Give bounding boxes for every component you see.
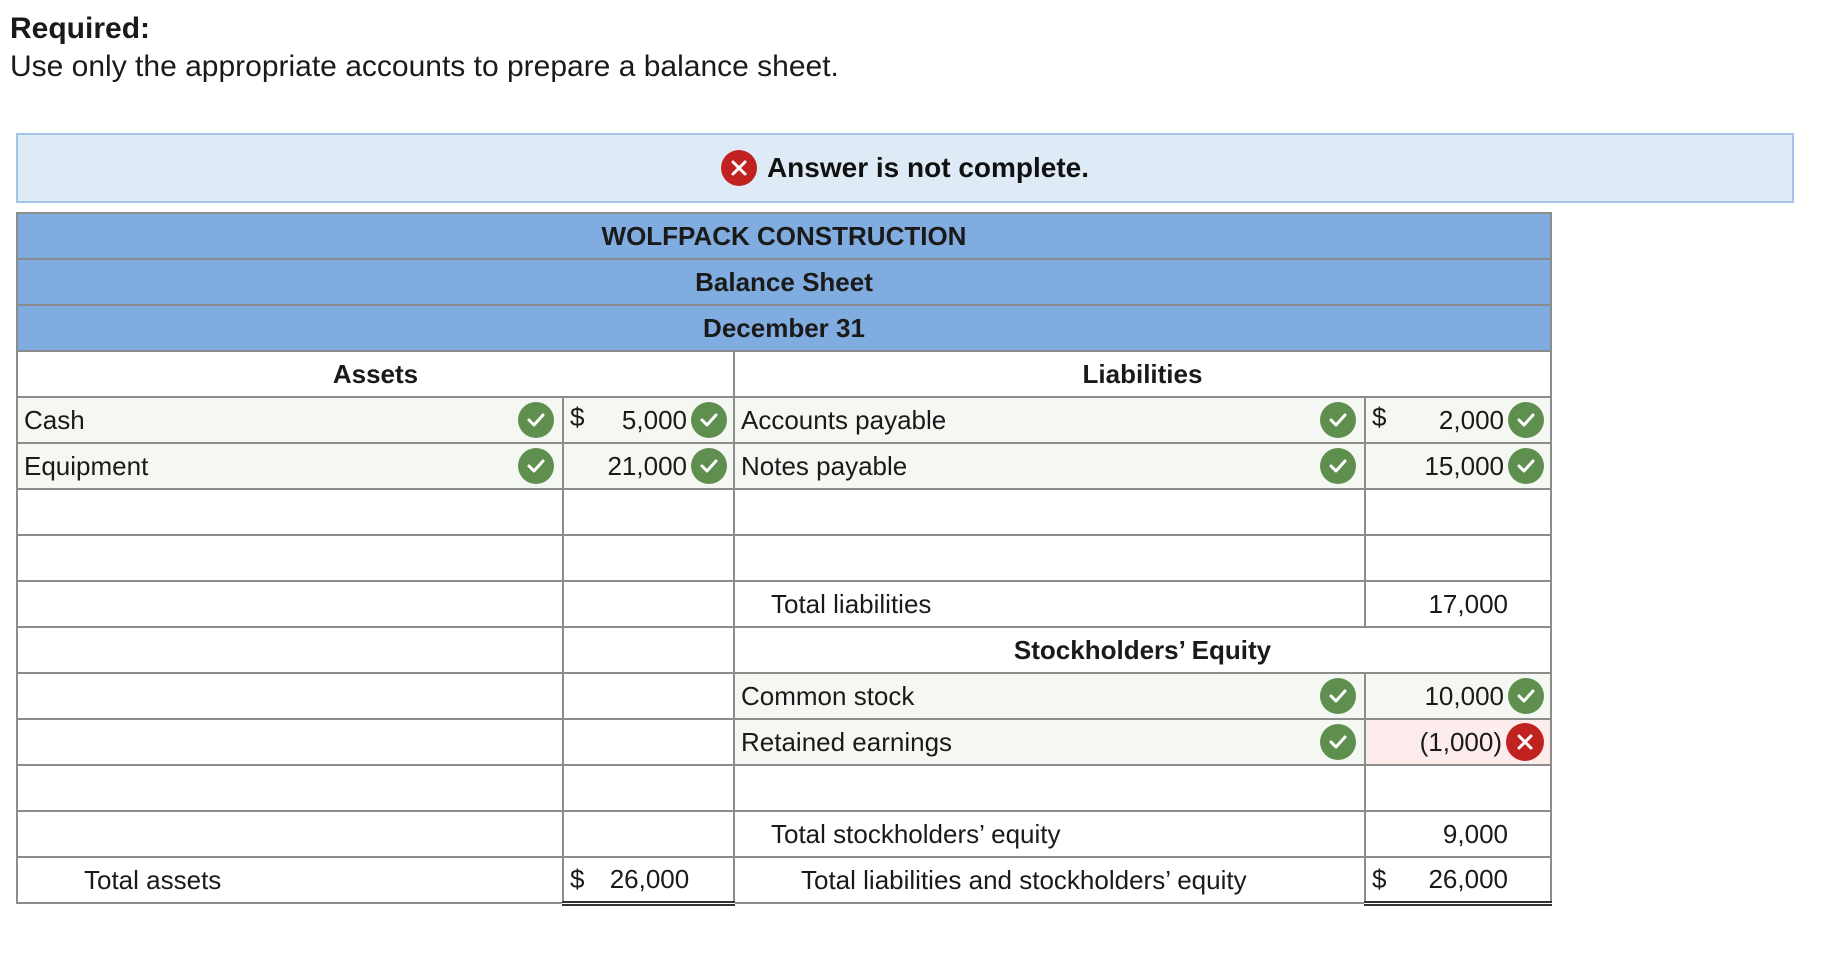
- total-liabilities-value: 17,000: [1428, 588, 1508, 619]
- total-assets-amount[interactable]: [563, 857, 734, 903]
- empty-input-cell[interactable]: [563, 673, 734, 719]
- check-icon: [518, 402, 554, 438]
- empty-input-cell[interactable]: [734, 489, 1365, 535]
- total-liab-equity-label: Total liabilities and stockholders’ equity: [734, 857, 1365, 903]
- total-equity-amount[interactable]: [1365, 811, 1551, 857]
- check-icon: [1508, 678, 1544, 714]
- empty-input-cell[interactable]: [734, 535, 1365, 581]
- asset-account-cell[interactable]: [17, 443, 563, 489]
- liability-account-label: Accounts payable: [741, 404, 947, 435]
- total-liabilities-amount[interactable]: [1365, 581, 1551, 627]
- asset-amount-cell[interactable]: [563, 397, 734, 443]
- asset-amount: 5,000: [621, 404, 687, 435]
- total-liab-equity-amount[interactable]: [1365, 857, 1551, 903]
- statement-date: December 31: [17, 305, 1551, 351]
- asset-amount: 21,000: [607, 450, 687, 481]
- table-row: [17, 765, 1551, 811]
- check-icon: [691, 402, 727, 438]
- equity-account-cell[interactable]: [734, 719, 1365, 765]
- table-row: [17, 535, 1551, 581]
- table-row: [17, 397, 1551, 443]
- equity-account-label: Common stock: [741, 680, 915, 711]
- answer-status-text: Answer is not complete.: [766, 152, 1090, 183]
- asset-account-cell[interactable]: [17, 397, 563, 443]
- liability-account-label: Notes payable: [741, 450, 908, 481]
- empty-input-cell[interactable]: [17, 673, 563, 719]
- required-instructions: Use only the appropriate accounts to prepare a balance sheet.: [10, 50, 839, 83]
- answer-status-banner: [16, 133, 1794, 203]
- total-assets-value: 26,000: [609, 863, 690, 894]
- liability-account-cell[interactable]: [734, 443, 1365, 489]
- equity-account-label: Retained earnings: [741, 726, 953, 757]
- currency-symbol: $: [570, 402, 585, 432]
- table-row: [17, 857, 1551, 903]
- liabilities-header: Liabilities: [734, 351, 1551, 397]
- total-equity-value: 9,000: [1442, 818, 1508, 849]
- equity-amount: 10,000: [1424, 680, 1504, 711]
- empty-input-cell[interactable]: [563, 581, 734, 627]
- check-icon: [1508, 402, 1544, 438]
- asset-account-label: Equipment: [24, 450, 149, 481]
- required-heading: Required:: [10, 12, 151, 45]
- equity-account-cell[interactable]: [734, 673, 1365, 719]
- empty-input-cell[interactable]: [563, 489, 734, 535]
- table-row: [17, 581, 1551, 627]
- empty-input-cell[interactable]: [734, 765, 1365, 811]
- table-row: [17, 811, 1551, 857]
- empty-input-cell[interactable]: [1365, 489, 1551, 535]
- table-row: [17, 719, 1551, 765]
- check-icon: [1320, 678, 1356, 714]
- error-x-icon: [721, 150, 757, 186]
- error-x-icon: [1506, 723, 1544, 761]
- check-icon: [1320, 724, 1356, 760]
- table-row: [17, 443, 1551, 489]
- empty-input-cell[interactable]: [1365, 765, 1551, 811]
- equity-amount-cell[interactable]: [1365, 673, 1551, 719]
- check-icon: [1320, 448, 1356, 484]
- total-liab-equity-value: 26,000: [1428, 863, 1508, 894]
- equity-amount-cell[interactable]: [1365, 719, 1551, 765]
- check-icon: [691, 448, 727, 484]
- currency-symbol: $: [570, 863, 585, 894]
- empty-input-cell[interactable]: [17, 627, 563, 673]
- empty-input-cell[interactable]: [17, 719, 563, 765]
- check-icon: [518, 448, 554, 484]
- empty-input-cell[interactable]: [17, 581, 563, 627]
- table-row: [17, 489, 1551, 535]
- currency-symbol: $: [1372, 402, 1387, 432]
- empty-input-cell[interactable]: [563, 719, 734, 765]
- liability-account-cell[interactable]: [734, 397, 1365, 443]
- empty-input-cell[interactable]: [563, 535, 734, 581]
- statement-title: Balance Sheet: [17, 259, 1551, 305]
- liability-amount: 15,000: [1424, 450, 1504, 481]
- currency-symbol: $: [1372, 863, 1387, 894]
- total-liabilities-label: Total liabilities: [734, 581, 1365, 627]
- equity-header: Stockholders’ Equity: [734, 627, 1551, 673]
- balance-sheet-table: [16, 212, 1552, 906]
- empty-input-cell[interactable]: [17, 811, 563, 857]
- company-name: WOLFPACK CONSTRUCTION: [17, 213, 1551, 259]
- total-assets-label: Total assets: [17, 857, 563, 903]
- liability-amount-cell[interactable]: [1365, 443, 1551, 489]
- asset-amount-cell[interactable]: [563, 443, 734, 489]
- empty-input-cell[interactable]: [563, 765, 734, 811]
- liability-amount-cell[interactable]: [1365, 397, 1551, 443]
- assets-header: Assets: [17, 351, 734, 397]
- check-icon: [1508, 448, 1544, 484]
- empty-input-cell[interactable]: [17, 489, 563, 535]
- check-icon: [1320, 402, 1356, 438]
- empty-input-cell[interactable]: [563, 811, 734, 857]
- table-row: [17, 627, 1551, 673]
- table-row: [17, 673, 1551, 719]
- liability-amount: 2,000: [1438, 404, 1504, 435]
- empty-input-cell[interactable]: [17, 765, 563, 811]
- empty-input-cell[interactable]: [563, 627, 734, 673]
- empty-input-cell[interactable]: [1365, 535, 1551, 581]
- equity-amount: (1,000): [1419, 726, 1502, 757]
- asset-account-label: Cash: [24, 404, 85, 435]
- total-equity-label: Total stockholders’ equity: [734, 811, 1365, 857]
- empty-input-cell[interactable]: [17, 535, 563, 581]
